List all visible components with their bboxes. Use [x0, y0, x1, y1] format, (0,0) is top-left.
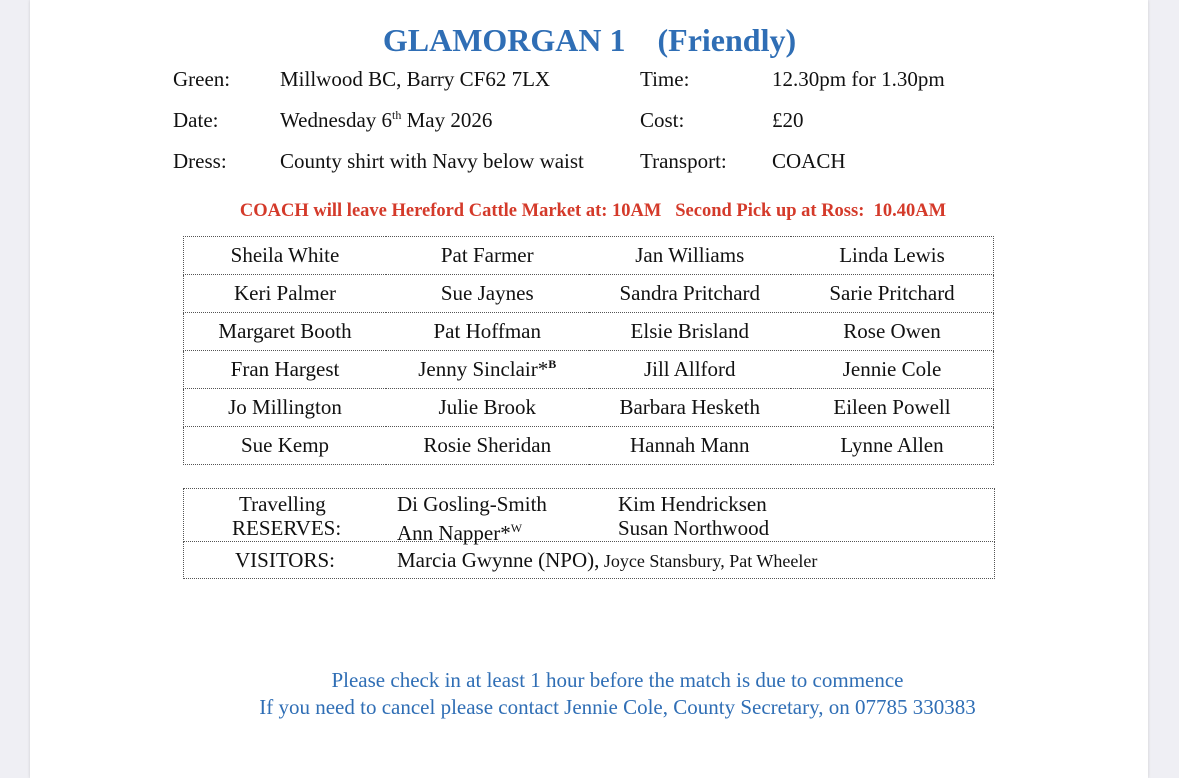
footer-cancel-note: If you need to cancel please contact Jennie Cole, County Secretary, on 07785 330383 [259, 695, 976, 719]
reserves-label-line2: RESERVES: [232, 516, 342, 540]
cost-value: £20 [772, 108, 804, 132]
player-name: Rose Owen [791, 313, 994, 351]
players-row [184, 389, 994, 427]
transport-value: COACH [772, 149, 846, 173]
player-name: Pat Hoffman [386, 313, 589, 351]
transport-label: Transport: [640, 149, 727, 173]
player-name: Jill Allford [589, 351, 792, 389]
reserve-name: Susan Northwood [618, 516, 770, 540]
visitors-label: VISITORS: [235, 548, 335, 572]
player-name: Sue Jaynes [386, 275, 589, 313]
coach-departure-note: COACH will leave Hereford Cattle Market at: 10AM Second Pick up at Ross: 10.40AM [239, 201, 947, 221]
player-name: Jennie Cole [791, 351, 994, 389]
reserve-name: Di Gosling-Smith [397, 492, 547, 516]
footer-checkin-note: Please check in at least 1 hour before the match is due to commence [331, 668, 904, 692]
player-name: Margaret Booth [184, 313, 387, 351]
green-value: Millwood BC, Barry CF62 7LX [280, 67, 551, 91]
time-label: Time: [640, 67, 690, 91]
player-name: Jo Millington [184, 389, 387, 427]
player-name: Hannah Mann [589, 427, 792, 465]
dress-value: County shirt with Navy below waist [280, 149, 584, 173]
reserve-name: Kim Hendricksen [618, 492, 767, 516]
dress-label: Dress: [173, 149, 227, 173]
player-name: Pat Farmer [386, 237, 589, 275]
reserves-label-line1: Travelling [239, 492, 326, 516]
player-name: Keri Palmer [184, 275, 387, 313]
players-row [184, 351, 994, 389]
green-label: Green: [173, 67, 231, 91]
player-name: Lynne Allen [791, 427, 994, 465]
reserves-box [183, 488, 995, 545]
player-name: Sheila White [184, 237, 387, 275]
player-name: Barbara Hesketh [589, 389, 792, 427]
players-row [184, 313, 994, 351]
player-name: Rosie Sheridan [386, 427, 589, 465]
player-name: Eileen Powell [791, 389, 994, 427]
player-name: Jan Williams [589, 237, 792, 275]
player-name: Sue Kemp [184, 427, 387, 465]
time-value: 12.30pm for 1.30pm [772, 67, 945, 91]
players-row [184, 427, 994, 465]
player-name: Linda Lewis [791, 237, 994, 275]
visitors-box [183, 541, 995, 579]
players-row [184, 237, 994, 275]
player-name: Elsie Brisland [589, 313, 792, 351]
players-row [184, 275, 994, 313]
page-title: GLAMORGAN 1 (Friendly) [382, 22, 797, 58]
player-name: Sarie Pritchard [791, 275, 994, 313]
date-value: Wednesday 6th May 2026 [280, 108, 493, 132]
reserve-name: Ann Napper*$^W$ [397, 521, 523, 545]
visitors-names: Marcia Gwynne (NPO), Joyce Stansbury, Pat Wheeler [397, 548, 818, 572]
player-name: Jenny Sinclair*$^B$ [386, 351, 589, 389]
date-label: Date: [173, 108, 219, 132]
cost-label: Cost: [640, 108, 685, 132]
players-table [183, 236, 994, 465]
player-name: Sandra Pritchard [589, 275, 792, 313]
player-name: Fran Hargest [184, 351, 387, 389]
player-name: Julie Brook [386, 389, 589, 427]
